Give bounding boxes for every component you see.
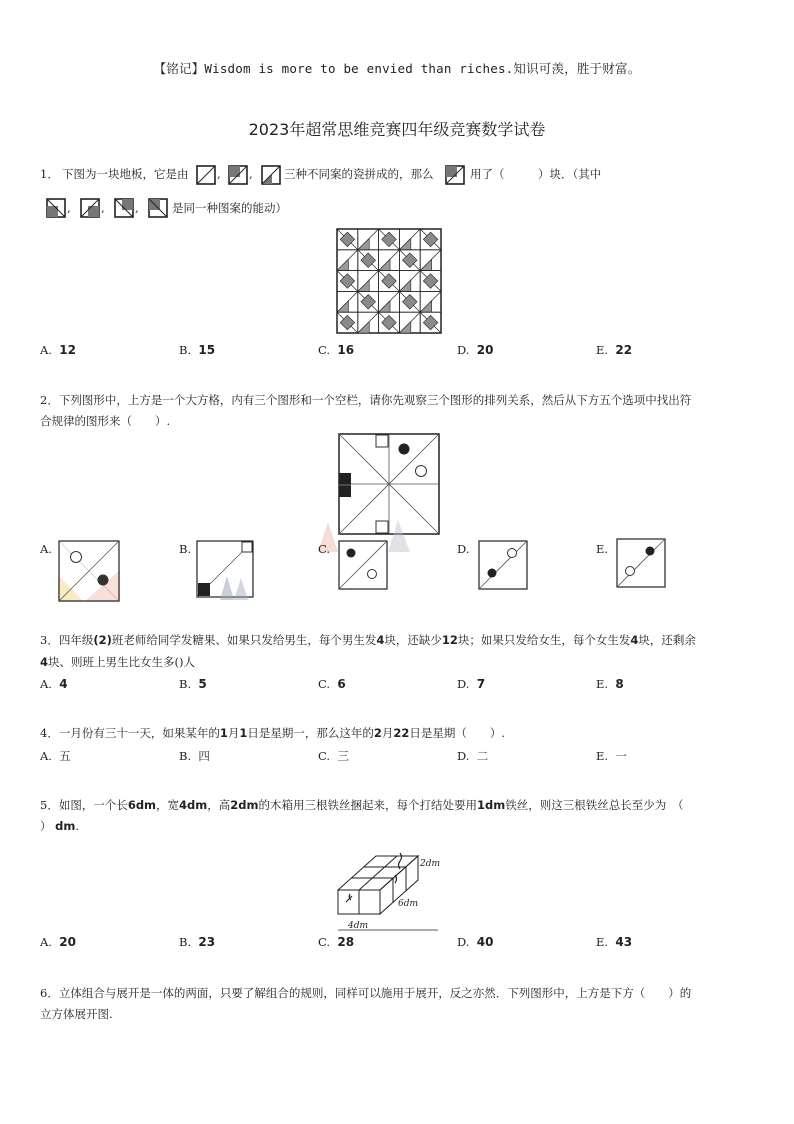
q2-option-a-figure[interactable] <box>58 540 120 602</box>
q4-num: 22 <box>393 726 410 740</box>
q2-option-d-figure[interactable] <box>478 540 528 590</box>
q3-option-b[interactable] <box>179 677 207 691</box>
q3-option-a[interactable] <box>40 677 68 691</box>
tile-target-icon <box>445 165 465 185</box>
q5-option-c[interactable] <box>318 935 354 949</box>
q5-option-d[interactable] <box>457 935 493 949</box>
q3-class-number: (2) <box>93 633 112 647</box>
option-value: 三 <box>337 749 349 763</box>
q2-text-line-2: 合规律的图形来（ ）. <box>40 414 171 428</box>
q5-text-line-2 <box>40 818 79 835</box>
option-value: 20 <box>476 343 494 357</box>
q5-option-e[interactable] <box>596 935 632 949</box>
q4-option-a[interactable] <box>40 748 71 764</box>
q1-number: 1． <box>40 167 59 181</box>
q2-option-b-letter[interactable]: B. <box>179 542 192 556</box>
option-letter: A. <box>40 935 52 949</box>
q2-option-c-letter[interactable]: C. <box>318 542 331 556</box>
q4-option-d[interactable] <box>457 748 488 764</box>
option-letter: C. <box>318 749 331 763</box>
option-value: 一 <box>615 749 627 763</box>
q3-seg: 块；如果只发给女生，每个女生发 <box>457 633 631 647</box>
option-letter: B. <box>179 749 192 763</box>
tile-triangle-icon <box>261 165 281 185</box>
q1-option-e[interactable] <box>596 343 632 357</box>
option-value: 20 <box>59 935 76 949</box>
q2-option-d-letter[interactable]: D. <box>457 542 470 556</box>
tile-variant-3-icon <box>114 198 134 218</box>
option-value: 16 <box>337 343 355 357</box>
q2-option-c-figure[interactable] <box>338 540 388 590</box>
q1-text-2: 三种不同案的瓷拼成的，那么 <box>284 167 434 181</box>
q5-label-width: 4dm <box>348 921 369 931</box>
q1-text-1: 下图为一块地板，它是由 <box>62 167 189 181</box>
q4-option-c[interactable] <box>318 748 349 764</box>
page-title: 2023年超常思维竞赛四年级竞赛数学试卷 <box>248 120 546 139</box>
q6-text-line-1: 6．立体组合与展开是一体的两面，只要了解组合的规则，同样可以施用于展开，反之亦然．下列图形中，上方是下方（ ）的 <box>40 986 692 1000</box>
q5-seg: 的木箱用三根铁丝捆起来，每个打结处要用 <box>258 798 477 812</box>
q5-seg: . <box>75 819 80 833</box>
q3-num: 4 <box>376 633 385 647</box>
q5-seg: ，宽 <box>156 798 180 812</box>
q1-text-3: 用了（ <box>470 167 505 181</box>
option-letter: B. <box>179 677 192 691</box>
q5-num: 6dm <box>127 798 157 812</box>
q1-sep-2: , <box>249 167 253 181</box>
option-letter: D. <box>457 677 470 691</box>
option-letter: D. <box>457 935 470 949</box>
q5-option-a[interactable] <box>40 935 76 949</box>
q5-label-height: 2dm <box>420 859 441 869</box>
q3-num: 4 <box>630 633 639 647</box>
option-letter: D. <box>457 343 470 357</box>
motto: 【铭记】Wisdom is more to be envied than riches.知识可羡，胜于财富。 <box>153 61 641 76</box>
q5-seg: ） <box>40 819 52 833</box>
option-value: 28 <box>337 935 355 949</box>
option-letter: C. <box>318 935 331 949</box>
tile-square-corner-icon <box>228 165 248 185</box>
q5-text-line-1 <box>40 797 683 814</box>
q1-option-d[interactable] <box>457 343 493 357</box>
option-value: 15 <box>198 343 216 357</box>
q4-seg: 月 <box>227 726 240 740</box>
option-letter: D. <box>457 749 470 763</box>
q1-text-4: ）块．（其中 <box>538 167 602 181</box>
q5-seg: ，高 <box>207 798 231 812</box>
option-value: 22 <box>615 343 633 357</box>
q5-num: 2dm <box>230 798 259 812</box>
tile-diagonal-icon <box>196 165 216 185</box>
q5-seg: 5．如图，一个长 <box>40 798 128 812</box>
option-letter: E. <box>596 749 609 763</box>
q1-sep-5: , <box>135 201 139 215</box>
option-value: 二 <box>476 749 489 763</box>
q4-option-e[interactable] <box>596 748 627 764</box>
q2-option-a-letter[interactable]: A. <box>40 542 52 556</box>
option-letter: B. <box>179 343 192 357</box>
q5-num: 1dm <box>476 798 506 812</box>
q1-option-b[interactable] <box>179 343 215 357</box>
q4-num: 1 <box>219 726 228 740</box>
option-letter: A. <box>40 677 52 691</box>
q5-label-length: 6dm <box>398 899 419 909</box>
q1-text-5: 是同一种图案的能动） <box>172 201 287 215</box>
option-letter: A. <box>40 749 52 763</box>
option-letter: E. <box>596 343 609 357</box>
q5-option-b[interactable] <box>179 935 215 949</box>
option-value: 6 <box>337 677 346 691</box>
option-value: 43 <box>615 935 633 949</box>
tile-variant-2-icon <box>80 198 100 218</box>
q3-option-d[interactable] <box>457 677 485 691</box>
q4-seg: 月 <box>381 726 394 740</box>
option-value: 五 <box>59 749 71 763</box>
q4-seg: 日是星期一，那么这年的 <box>247 726 374 740</box>
tile-variant-1-icon <box>46 198 66 218</box>
q1-sep-1: , <box>217 167 221 181</box>
q2-option-e-figure[interactable] <box>616 538 666 588</box>
q4-seg: 日是星期（ ）. <box>409 726 506 740</box>
q2-text-line-1: 2．下列图形中，上方是一个大方格，内有三个图形和一个空栏，请你先观察三个图形的排列关系，然后从下方五个选项中找出符 <box>40 393 692 407</box>
floor-figure <box>336 228 442 334</box>
q3-num: 4 <box>40 655 49 669</box>
q1-option-a[interactable] <box>40 343 76 357</box>
q3-seg: 块、则班上男生比女生多()人 <box>48 655 195 669</box>
q5-unit: dm <box>55 819 76 833</box>
q2-option-e-letter[interactable]: E. <box>596 542 609 556</box>
q5-num: 4dm <box>179 798 208 812</box>
option-letter: B. <box>179 935 192 949</box>
q1-sep-3: , <box>67 201 71 215</box>
q6-text-line-2: 立方体展开图. <box>40 1007 113 1021</box>
q4-num: 2 <box>373 726 382 740</box>
q3-text-line-2 <box>40 654 195 671</box>
q5-box-figure <box>334 848 454 934</box>
q4-num: 1 <box>239 726 248 740</box>
q3-seg: 3．四年级 <box>40 633 94 647</box>
q3-text-line-1 <box>40 632 696 649</box>
option-value: 5 <box>198 677 207 691</box>
q4-text <box>40 725 505 742</box>
q3-seg: 班老师给同学发糖果、如果只发给男生，每个男生发 <box>111 633 377 647</box>
q3-option-c[interactable] <box>318 677 346 691</box>
option-value: 4 <box>59 677 68 691</box>
option-letter: A. <box>40 343 52 357</box>
option-letter: C. <box>318 677 331 691</box>
q3-seg: 块，还缺少 <box>384 633 442 647</box>
option-value: 7 <box>476 677 486 691</box>
option-value: 8 <box>615 677 624 691</box>
tile-variant-4-icon <box>148 198 168 218</box>
q1-sep-4: , <box>101 201 105 215</box>
option-value: 12 <box>59 343 76 357</box>
q5-seg: 铁丝，则这三根铁丝总长至少为 （ <box>505 798 684 812</box>
q1-option-c[interactable] <box>318 343 354 357</box>
q3-option-e[interactable] <box>596 677 624 691</box>
q3-seg: 块，还剩余 <box>638 633 696 647</box>
q3-num: 12 <box>441 633 458 647</box>
option-letter: E. <box>596 935 609 949</box>
option-letter: C. <box>318 343 331 357</box>
q4-option-b[interactable] <box>179 748 210 764</box>
option-value: 四 <box>198 749 210 763</box>
option-value: 23 <box>198 935 216 949</box>
option-letter: E. <box>596 677 609 691</box>
option-value: 40 <box>476 935 494 949</box>
q2-option-b-figure[interactable] <box>196 540 258 602</box>
q4-seg: 4．一月份有三十一天，如果某年的 <box>40 726 220 740</box>
